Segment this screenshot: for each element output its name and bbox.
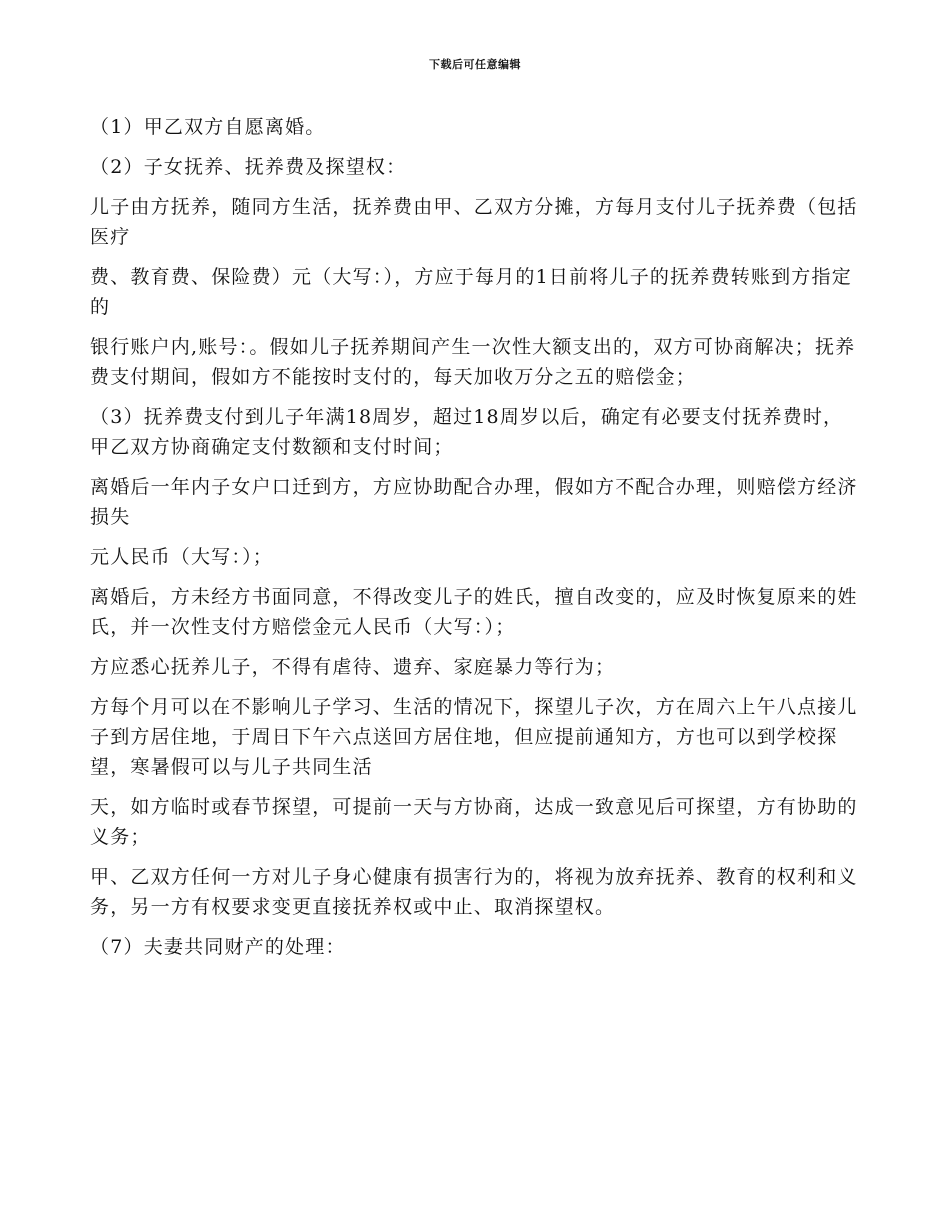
paragraph-4: 费、教育费、保险费）元（大写：），方应于每月的1日前将儿子的抚养费转账到方指定的 [90,266,852,318]
paragraph-8: 元人民币（大写：）； [90,546,274,568]
paragraph-9: 离婚后，方未经方书面同意，不得改变儿子的姓氏，擅自改变的，应及时恢复原来的姓氏，并一次性支付方赔偿金元人民币（大写：）； [90,586,858,638]
paragraph-5: 银行账户内,账号：。假如儿子抚养期间产生一次性大额支出的，双方可协商解决；抚养费支付期间，假如方不能按时支付的，每天加收万分之五的赔偿金； [90,336,856,388]
paragraph-3: 儿子由方抚养，随同方生活，抚养费由甲、乙双方分摊，方每月支付儿子抚养费（包括医疗 [90,196,858,248]
document-body [90,112,860,972]
paragraph-13: 甲、乙双方任何一方对儿子身心健康有损害行为的，将视为放弃抚养、教育的权利和义务，另一方有权要求变更直接抚养权或中止、取消探望权。 [90,866,858,918]
paragraph-2: （2）子女抚养、抚养费及探望权： [90,156,407,178]
paragraph-6: （3）抚养费支付到儿子年满18周岁，超过18周岁以后，确定有必要支付抚养费时，甲乙双方协商确定支付数额和支付时间； [90,406,844,458]
paragraph-14: （7）夫妻共同财产的处理： [90,936,346,958]
paragraph-7: 离婚后一年内子女户口迁到方，方应协助配合办理，假如方不配合办理，则赔偿方经济损失 [90,476,858,528]
paragraph-12: 天，如方临时或春节探望，可提前一天与方协商，达成一致意见后可探望，方有协助的义务； [90,796,858,848]
page-header: 下载后可任意编辑 [429,58,521,71]
paragraph-10: 方应悉心抚养儿子，不得有虐待、遗弃、家庭暴力等行为； [90,656,616,678]
paragraph-1: （1）甲乙双方自愿离婚。 [90,116,326,138]
paragraph-11: 方每个月可以在不影响儿子学习、生活的情况下，探望儿子次，方在周六上午八点接儿子到方居住地，于周日下午六点送回方居住地，但应提前通知方，方也可以到学校探望，寒暑假可以与儿子共同生活 [90,696,858,778]
